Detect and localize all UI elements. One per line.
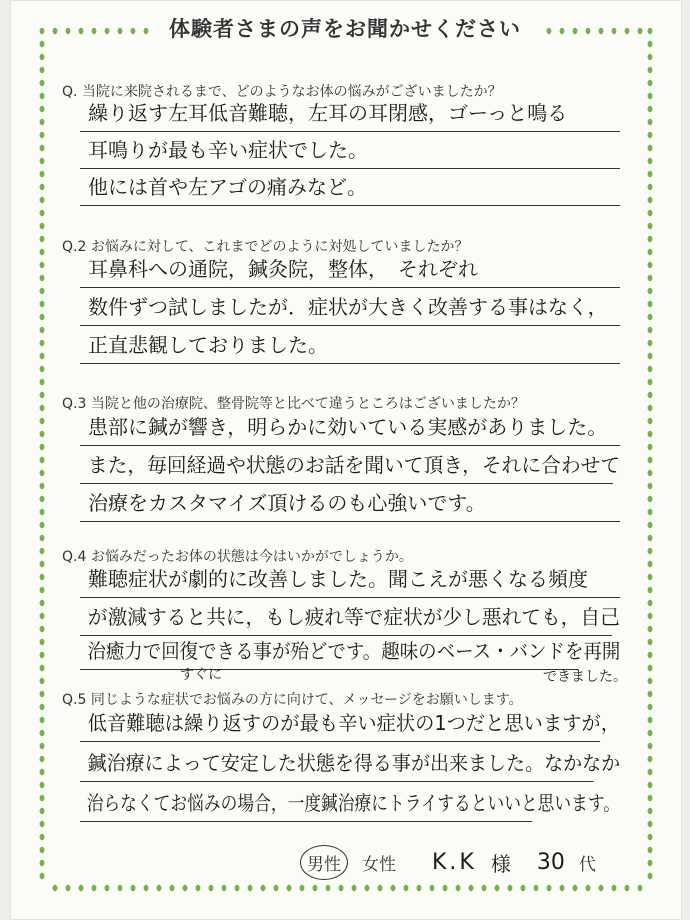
question-2: Q.2 お悩みに対して、これまでどのように対処していましたか？ [62,239,469,255]
answer-2-line-3: 正直悲観しておりました。 [80,331,620,364]
answer-5-line-2: 鍼治療によって安定した状態を得る事が出来ました。なかなか [80,749,594,782]
answer-5-line-3: 治らなくてお悩みの場合，一度鍼治療にトライするといいと思います。 [80,789,532,822]
honorific: 様 [490,851,511,876]
answer-5-line-1: 低音難聴は繰り返すのが最も辛い症状の1つだと思いますが， [80,709,600,742]
answer-4-line-1: 難聴症状が劇的に改善しました。聞こえが悪くなる頻度 [80,565,620,598]
age-value: 30 [536,849,565,875]
question-4: Q.4 お悩みだったお体の状態は今はいかがでしょうか。 [62,549,413,565]
answer-1-line-1: 繰り返す左耳低音難聴，左耳の耳閉感，ゴーっと鳴る [80,99,620,132]
respondent-initials: K.K [432,849,477,875]
signature-row [300,845,596,879]
answer-4-continuation-note: できました。 [543,669,627,685]
gender-male: 男性 [300,845,348,880]
question-1: Q. 当院に来院されるまで、どのようなお体の悩みがございましたか？ [62,84,502,100]
answer-3-line-3: 治療をカスタマイズ頂けるのも心強いです。 [80,489,620,522]
answer-4-line-3: 治癒力で回復できる事が殆どです。趣味のベース・バンドを再開 [80,637,578,670]
question-3: Q.3 当院と他の治療院、整骨院等と比べて違うところはございましたか？ [62,396,525,412]
question-5: Q.5 同じような症状でお悩みの方に向けて、メッセージをお願いします。 [62,692,523,708]
answer-4-line-2: が激減すると共に，もし疲れ等で症状が少し悪れても，自己 [80,603,612,636]
gender-female: 女性 [362,854,396,875]
answer-2-line-1: 耳鼻科への通院，鍼灸院，整体， それぞれ [80,255,620,288]
page-title: 体験者さまの声をお聞かせください [169,17,521,41]
answer-1-line-2: 耳鳴りが最も辛い症状でした。 [80,136,620,169]
answer-1-line-3: 他には首や左アゴの痛みなど。 [80,173,620,206]
age-suffix: 代 [578,854,596,875]
answer-3-line-1: 患部に鍼が響き，明らかに効いている実感がありました。 [80,413,620,446]
answer-2-line-2: 数件ずつ試しましたが．症状が大きく改善する事はなく， [80,293,620,326]
answer-3-line-2: また，毎回経過や状態のお話を聞いて頂き，それに合わせて [80,451,613,484]
answer-4-insert-note: すぐに [180,667,222,683]
